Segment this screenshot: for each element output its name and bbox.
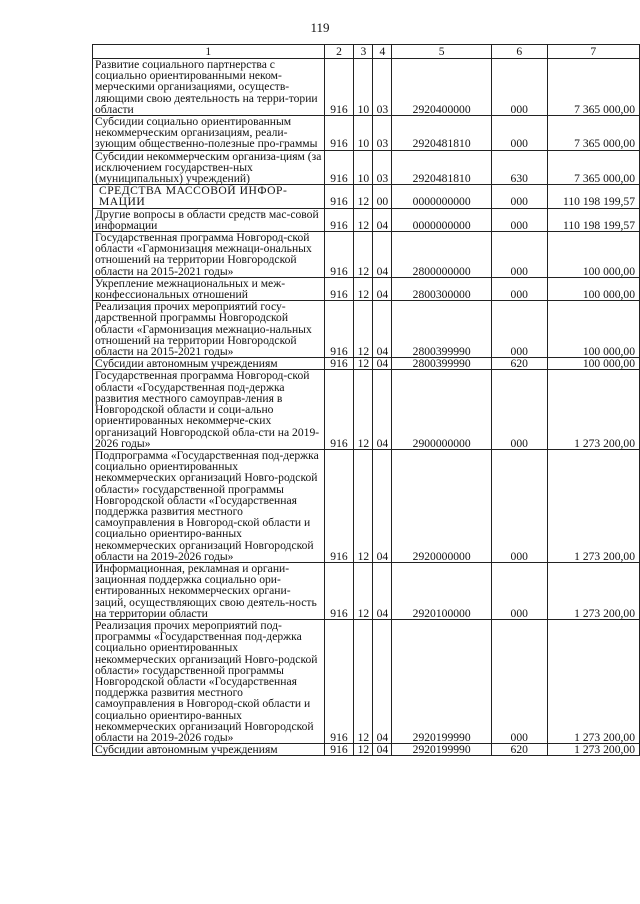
row-admin-code: 916 <box>324 185 354 208</box>
row-subsection: 04 <box>373 619 392 743</box>
table-row <box>93 619 640 743</box>
row-expense-type: 000 <box>491 185 547 208</box>
row-description: Субсидии социально ориентированным некоммерческим организациям, реали-зующим общественно-полезные про-граммы <box>93 116 325 151</box>
row-admin-code: 916 <box>324 277 354 300</box>
header-col-4: 4 <box>373 45 392 59</box>
row-expense-type: 000 <box>491 277 547 300</box>
row-amount: 110 198 199,57 <box>547 208 639 231</box>
row-target-article: 2920100000 <box>392 562 492 619</box>
row-subsection: 03 <box>373 59 392 116</box>
row-subsection: 04 <box>373 358 392 370</box>
header-col-7: 7 <box>547 45 639 59</box>
row-target-article: 0000000000 <box>392 208 492 231</box>
row-subsection: 04 <box>373 449 392 562</box>
row-admin-code: 916 <box>324 116 354 151</box>
row-expense-type: 000 <box>491 59 547 116</box>
row-amount: 1 273 200,00 <box>547 370 639 449</box>
row-section: 12 <box>354 562 373 619</box>
row-section: 10 <box>354 116 373 151</box>
row-section: 12 <box>354 358 373 370</box>
row-expense-type: 000 <box>491 301 547 358</box>
row-subsection: 03 <box>373 116 392 151</box>
row-admin-code: 916 <box>324 150 354 185</box>
row-amount: 100 000,00 <box>547 301 639 358</box>
row-amount: 1 273 200,00 <box>547 449 639 562</box>
header-col-6: 6 <box>491 45 547 59</box>
row-expense-type: 000 <box>491 208 547 231</box>
row-section: 12 <box>354 277 373 300</box>
row-target-article: 2800300000 <box>392 277 492 300</box>
row-expense-type: 000 <box>491 370 547 449</box>
row-target-article: 2920199990 <box>392 744 492 756</box>
table-row <box>93 744 640 756</box>
row-description: Субсидии автономным учреждениям <box>93 744 325 756</box>
header-col-1: 1 <box>93 45 325 59</box>
row-section: 12 <box>354 232 373 278</box>
row-section: 12 <box>354 744 373 756</box>
row-description: Развитие социального партнерства с социально ориентированными неком-мерческими организациями, осуществ-ляющими свою деятельность на терри-тории области <box>93 59 325 116</box>
row-description: Субсидии автономным учреждениям <box>93 358 325 370</box>
row-description: Другие вопросы в области средств мас-совой информации <box>93 208 325 231</box>
table-row <box>93 208 640 231</box>
row-target-article: 2800399990 <box>392 301 492 358</box>
row-expense-type: 620 <box>491 358 547 370</box>
row-description: Субсидии некоммерческим организа-циям (за исключением государствен-ных (муниципальных) учреждений) <box>93 150 325 185</box>
row-amount: 110 198 199,57 <box>547 185 639 208</box>
row-admin-code: 916 <box>324 449 354 562</box>
row-subsection: 00 <box>373 185 392 208</box>
row-target-article: 2800000000 <box>392 232 492 278</box>
table-row <box>93 232 640 278</box>
row-section: 12 <box>354 619 373 743</box>
row-admin-code: 916 <box>324 619 354 743</box>
row-section: 10 <box>354 150 373 185</box>
row-target-article: 2920481810 <box>392 116 492 151</box>
table-row <box>93 277 640 300</box>
row-target-article: 2920481810 <box>392 150 492 185</box>
row-admin-code: 916 <box>324 59 354 116</box>
row-section: 10 <box>354 59 373 116</box>
table-row <box>93 116 640 151</box>
row-description: Информационная, рекламная и органи-зационная поддержка социально ори-ентированных некоммерческих органи-заций, осуществляющих свою деятель-ность на территории области <box>93 562 325 619</box>
table-row <box>93 449 640 562</box>
row-description: Подпрограмма «Государственная под-держка социально ориентированных некоммерческих организаций Новго-родской области» государственной программы Новгородской области «Государственная поддержка развития местного самоуправления в Новгород-ской области и социально ориентиро-ванных некоммерческих организаций Новгородской области на 2019-2026 годы» <box>93 449 325 562</box>
budget-table <box>92 44 640 756</box>
row-subsection: 04 <box>373 232 392 278</box>
row-amount: 7 365 000,00 <box>547 116 639 151</box>
row-admin-code: 916 <box>324 232 354 278</box>
row-admin-code: 916 <box>324 208 354 231</box>
row-expense-type: 000 <box>491 232 547 278</box>
table-body <box>93 59 640 756</box>
row-description: Государственная программа Новгород-ской области «Гармонизация межнаци-ональных отношений на территории Новгородской области на 2015-2021 годы» <box>93 232 325 278</box>
row-section: 12 <box>354 185 373 208</box>
row-expense-type: 000 <box>491 116 547 151</box>
row-admin-code: 916 <box>324 301 354 358</box>
row-target-article: 2900000000 <box>392 370 492 449</box>
row-subsection: 03 <box>373 150 392 185</box>
row-admin-code: 916 <box>324 744 354 756</box>
row-target-article: 2920199990 <box>392 619 492 743</box>
row-expense-type: 000 <box>491 449 547 562</box>
row-section: 12 <box>354 301 373 358</box>
row-amount: 1 273 200,00 <box>547 619 639 743</box>
row-amount: 100 000,00 <box>547 277 639 300</box>
row-subsection: 04 <box>373 370 392 449</box>
row-subsection: 04 <box>373 562 392 619</box>
row-amount: 100 000,00 <box>547 358 639 370</box>
row-description: Реализация прочих мероприятий госу-дарственной программы Новгородской области «Гармонизация межнацио-нальных отношений на территории Новгородской области на 2015-2021 годы» <box>93 301 325 358</box>
table-row <box>93 185 640 208</box>
table-row <box>93 562 640 619</box>
row-description: Реализация прочих мероприятий под-программы «Государственная под-держка социально ориентированных некоммерческих организаций Новго-родской области» государственной программы Новгородской области «Государственная поддержка развития местного самоуправления в Новгород-ской области и социально ориентиро-ванных некоммерческих организаций Новгородской области на 2019-2026 годы» <box>93 619 325 743</box>
row-section: 12 <box>354 449 373 562</box>
row-target-article: 2920000000 <box>392 449 492 562</box>
row-description: СРЕДСТВА МАССОВОЙ ИНФОР-МАЦИИ <box>93 185 325 208</box>
table-header-row <box>93 45 640 59</box>
row-expense-type: 630 <box>491 150 547 185</box>
table-row <box>93 370 640 449</box>
row-section: 12 <box>354 208 373 231</box>
row-amount: 1 273 200,00 <box>547 744 639 756</box>
row-amount: 100 000,00 <box>547 232 639 278</box>
row-subsection: 04 <box>373 208 392 231</box>
table-row <box>93 301 640 358</box>
row-target-article: 0000000000 <box>392 185 492 208</box>
row-subsection: 04 <box>373 301 392 358</box>
row-description: Государственная программа Новгород-ской области «Государственная под-держка развития местного самоуправ-ления в Новгородской области и соци-ально ориентированных некоммерче-ских организаций Новгородской обла-сти на 2019-2026 годы» <box>93 370 325 449</box>
table-row <box>93 358 640 370</box>
row-target-article: 2920400000 <box>392 59 492 116</box>
header-col-3: 3 <box>354 45 373 59</box>
row-admin-code: 916 <box>324 358 354 370</box>
row-admin-code: 916 <box>324 370 354 449</box>
page-number: 119 <box>310 20 330 35</box>
row-amount: 7 365 000,00 <box>547 150 639 185</box>
header-col-5: 5 <box>392 45 492 59</box>
row-subsection: 04 <box>373 744 392 756</box>
row-amount: 7 365 000,00 <box>547 59 639 116</box>
table-row <box>93 150 640 185</box>
row-description: Укрепление межнациональных и меж-конфессиональных отношений <box>93 277 325 300</box>
table-row <box>93 59 640 116</box>
row-admin-code: 916 <box>324 562 354 619</box>
row-target-article: 2800399990 <box>392 358 492 370</box>
row-expense-type: 000 <box>491 619 547 743</box>
header-col-2: 2 <box>324 45 354 59</box>
row-section: 12 <box>354 370 373 449</box>
row-amount: 1 273 200,00 <box>547 562 639 619</box>
row-expense-type: 000 <box>491 562 547 619</box>
row-expense-type: 620 <box>491 744 547 756</box>
row-subsection: 04 <box>373 277 392 300</box>
